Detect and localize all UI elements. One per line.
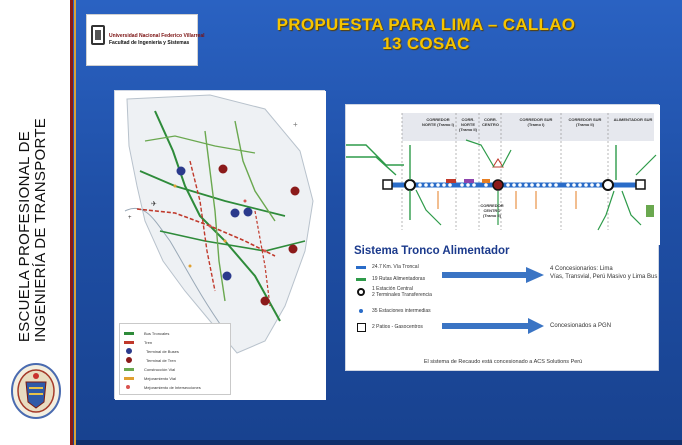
legend-item bbox=[124, 339, 152, 345]
station-dot-icon bbox=[359, 309, 363, 313]
corridor-label: CORREDOR SUR (Tramo II) bbox=[568, 117, 602, 127]
station-ring-icon bbox=[357, 288, 365, 296]
system-item-text: 35 Estaciones intermedias bbox=[372, 308, 431, 314]
feeder-line-icon bbox=[356, 278, 366, 281]
slide-title-line2: 13 COSAC bbox=[382, 34, 470, 53]
slide-title bbox=[236, 15, 616, 53]
depot-square-icon bbox=[357, 323, 366, 332]
legend-swatch bbox=[126, 348, 132, 354]
system-title: Sistema Tronco Alimentador bbox=[354, 245, 510, 257]
system-item-text: 24.7 Km. Vía Troncal bbox=[372, 264, 419, 270]
legend-label: Construcción Vial bbox=[144, 366, 176, 372]
legend-swatch bbox=[124, 341, 134, 344]
corridor-label: CORREDOR NORTE (Tramo I) bbox=[422, 117, 455, 127]
lima-transport-map bbox=[114, 90, 325, 399]
system-item-text: 19 Rutas Alimentadoras bbox=[372, 276, 426, 282]
sidebar-divider bbox=[70, 0, 73, 445]
svg-text:+: + bbox=[128, 215, 132, 221]
corridor-label: CORREDOR CENTRO (Tramo II) bbox=[480, 203, 504, 218]
trunk-feeder-diagram bbox=[345, 104, 659, 371]
school-name bbox=[17, 118, 49, 342]
slide-marker: . bbox=[64, 214, 66, 220]
concession-line: Concesionados a PGN bbox=[550, 323, 612, 329]
system-item-text: 2 Terminales Transferencia bbox=[372, 292, 432, 298]
school-name-line1: ESCUELA PROFESIONAL DE bbox=[16, 130, 33, 343]
legend-label: Mejoramiento Vial bbox=[144, 375, 176, 381]
legend-swatch bbox=[124, 368, 134, 371]
trunk-line-icon bbox=[356, 266, 366, 269]
legend-item bbox=[124, 330, 169, 336]
legend-swatch bbox=[126, 357, 132, 363]
legend-item bbox=[124, 366, 175, 372]
corridor-label: CORR. NORTE (Tramo II) bbox=[458, 117, 477, 132]
legend-label: Tren bbox=[144, 339, 153, 345]
crest-icon bbox=[91, 25, 105, 45]
legend-item bbox=[124, 348, 179, 354]
svg-text:+: + bbox=[293, 120, 298, 129]
slide-title-line1: PROPUESTA PARA LIMA – CALLAO bbox=[276, 15, 576, 34]
system-item bbox=[354, 273, 425, 285]
footnote: El sistema de Recaudo está concesionado a ACS Solutions Perú bbox=[423, 359, 583, 365]
system-item bbox=[354, 305, 431, 317]
concession-text bbox=[550, 322, 611, 330]
map-legend bbox=[119, 323, 231, 395]
concession-line: 4 Concesionarios: Lima bbox=[550, 266, 613, 272]
legend-swatch bbox=[124, 377, 134, 380]
legend-item bbox=[124, 357, 176, 363]
system-item-text: 1 Estación Central bbox=[372, 286, 413, 292]
university-seal-icon bbox=[10, 362, 62, 420]
corridor-label: CORR. CENTRO bbox=[482, 117, 499, 127]
legend-label: Bus Troncales bbox=[144, 330, 170, 336]
system-item bbox=[354, 286, 432, 298]
legend-label: Mejoramiento de Intersecciones bbox=[144, 384, 201, 390]
concession-text bbox=[550, 265, 657, 281]
corridor-label: CORREDOR SUR (Tramo I) bbox=[519, 117, 553, 127]
trunk-line-drawing bbox=[346, 105, 660, 245]
legend-swatch bbox=[126, 385, 130, 389]
bottom-strip bbox=[76, 440, 682, 445]
concession-line: Vías, Transvial, Perú Masivo y Lima Bus bbox=[550, 274, 658, 280]
legend-swatch bbox=[124, 332, 134, 335]
corridor-label: ALIMENTADOR SUR bbox=[613, 117, 653, 122]
sidebar bbox=[0, 0, 70, 445]
sidebar-divider-accent bbox=[74, 0, 76, 445]
arrow-icon bbox=[442, 318, 544, 334]
svg-text:✈: ✈ bbox=[151, 201, 157, 208]
legend-item bbox=[124, 384, 201, 390]
school-name-line2: INGENIERÍA DE TRANSPORTE bbox=[32, 117, 49, 343]
legend-item bbox=[124, 375, 176, 381]
university-name: Universidad Nacional Federico Villarreal bbox=[109, 33, 205, 39]
legend-label: Terminal de Tren bbox=[146, 357, 176, 363]
university-logo bbox=[86, 14, 205, 66]
system-item bbox=[354, 321, 423, 333]
system-item-text: 2 Patios - Gasocentros bbox=[372, 324, 423, 330]
system-item bbox=[354, 261, 419, 273]
legend-label: Terminal de Buses bbox=[146, 348, 179, 354]
arrow-icon bbox=[442, 265, 544, 285]
faculty-name: Facultad de Ingeniería y Sistemas bbox=[109, 40, 190, 46]
